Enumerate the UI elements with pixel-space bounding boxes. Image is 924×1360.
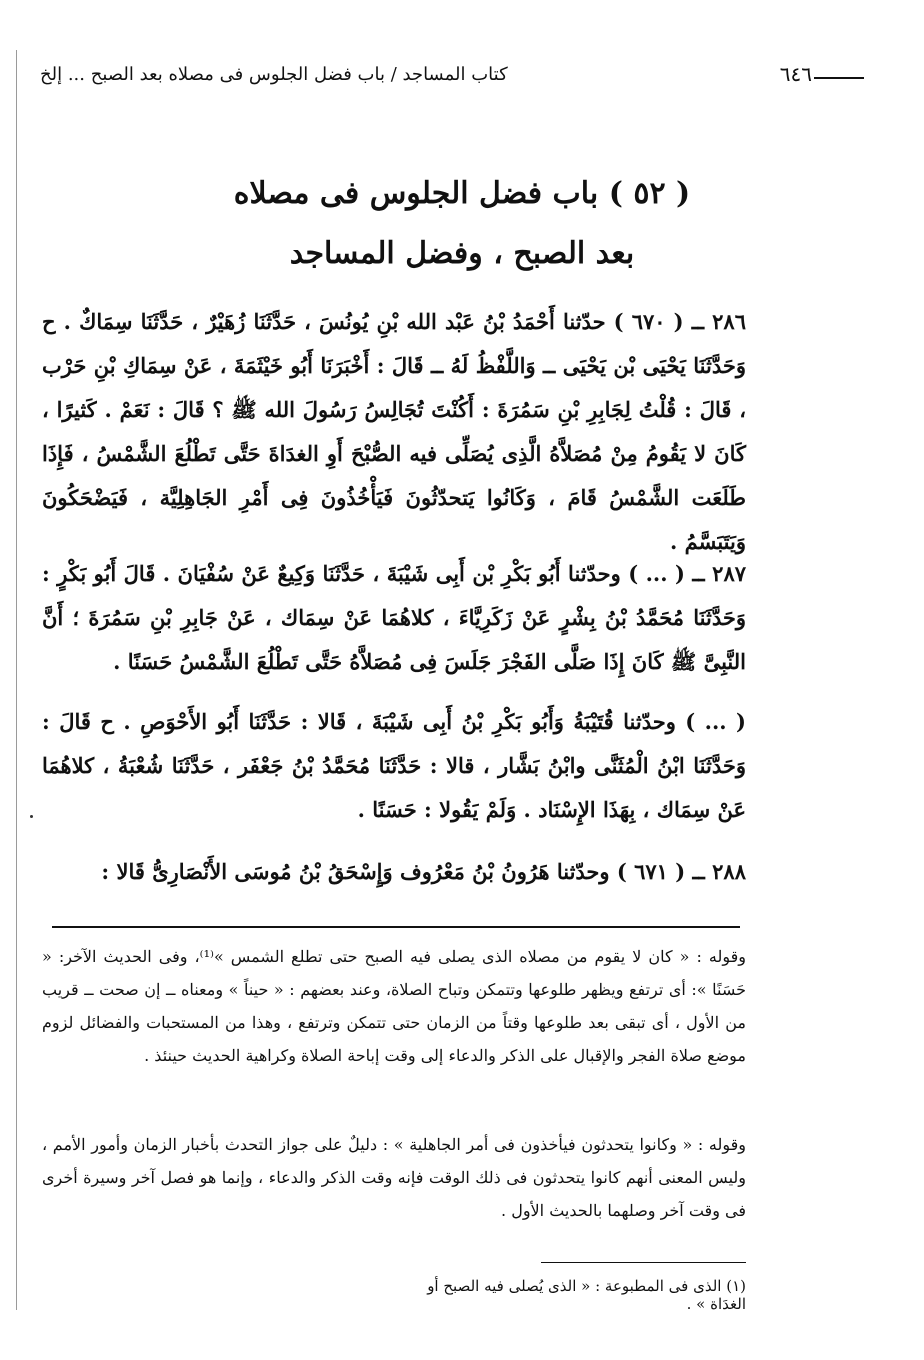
scan-speck xyxy=(30,815,33,818)
chapter-title-line2: بعد الصبح ، وفضل المساجد xyxy=(289,236,635,271)
hadith-paragraph xyxy=(42,850,746,894)
chapter-title-line1: ( ٥٢ ) باب فضل الجلوس فى مصلاه xyxy=(233,176,691,211)
hadith-text: ( ... ) وحدّثنا قُتَيْبَةُ وَأَبُو بَكْرِ بْنُ أَبِى شَيْبَةَ ، قَالا : حَدَّثَنَا أَبُو الأَحْوَصِ . ح قَالَ : وَحَدَّثَنَا ابْنُ الْمُثَنَّى وابْنُ بَشَّار ، قالا : حَدَّثَنَا مُحَمَّدُ بْنُ جَعْفَر ، حَدَّثَنَا شُعْبَةُ ، كلاهُمَا عَنْ سِمَاك ، بِهَذَا الإِسْنَاد . وَلَمْ يَقُولا : حَسَنًا . xyxy=(42,709,746,822)
footnote-separator xyxy=(541,1262,746,1263)
hadith-text: ( ٦٧٠ ) حدّثنا أَحْمَدُ بْنُ عَبْد الله بْنِ يُونُسَ ، حَدَّثَنَا زُهَيْرٌ ، حَدَّثَنَا سِمَاكٌ . ح وَحَدَّثَنَا يَحْيَى بْن يَحْيَى ــ وَاللَّفْظُ لَهُ ــ قَالَ : أَخْبَرَنَا أَبُو خَيْثَمَةَ ، عَنْ سِمَاكِ بْنِ حَرْب ، قَالَ : قُلْتُ لِجَابِرِ بْنِ سَمُرَةَ : أَكُنْتَ تُجَالِسُ رَسُولَ الله ﷺ ؟ قَالَ : نَعَمْ . كَثيرًا ، كَانَ لا يَقُومُ مِنْ مُصَلاَّهُ الَّذِى يُصَلِّى فيه الصُّبْحَ أَوِ الغدَاةَ حَتَّى تَطْلُعَ الشَّمْسُ ، فَإِذَا طَلَعَت الشَّمْسُ قَامَ ، وَكَانُوا يَتحدّثُونَ فَيَأْخُذُونَ فِى أَمْرِ الجَاهِلِيَّة ، فَيَضْحَكُونَ وَيَتَبَسَّمُ . xyxy=(42,309,746,554)
footnote: (١) الذى فى المطبوعة : « الذى يُصلى فيه الصبح أو الغدَاة » . xyxy=(427,1277,746,1313)
hadith-text: ( ... ) وحدّثنا أَبُو بَكْرِ بْن أَبِى شَيْبَةَ ، حَدَّثَنَا وَكِيعٌ عَنْ سُفْيَانَ . قَالَ أَبُو بَكْرٍ : وَحَدَّثَنَا مُحَمَّدُ بْنُ بِشْرٍ عَنْ زَكَرِيَّاءَ ، كلاهُمَا عَنْ سِمَاك ، عَنْ جَابِرِ بْنِ سَمُرَةَ ؛ أَنَّ النَّبِىَّ ﷺ كَانَ إِذَا صَلَّى الفَجْرَ جَلَسَ فِى مُصَلاَّهُ حَتَّى تَطْلُعَ الشَّمْسُ حَسَنًا . xyxy=(42,561,746,674)
hadith-number: ٢٨٦ ــ xyxy=(691,309,746,334)
running-title: كتاب المساجد / باب فضل الجلوس فى مصلاه بعد الصبح ... إلخ xyxy=(40,64,508,85)
page-number: ٦٤٦ xyxy=(779,62,812,86)
hadith-paragraph xyxy=(42,700,746,832)
hadith-text: ( ٦٧١ ) وحدّثنا هَرُونُ بْنُ مَعْرُوف وَإِسْحَقُ بْنُ مُوسَى الأَنْصَارِىُّ قَالا : xyxy=(101,859,686,884)
hadith-number: ٢٨٧ ــ xyxy=(692,561,747,586)
commentary-paragraph: وقوله : « كان لا يقوم من مصلاه الذى يصلى فيه الصبح حتى تطلع الشمس »⁽¹⁾، وفى الحديث الآخر: « حَسَنًا »: أى ترتفع ويظهر طلوعها وتتمكن وتباح الصلاة، وعند بعضهم : « حيناً » ومعناه ــ إن صحت ــ قريب من الأول ، أى تبقى بعد طلوعها وقتاً من الزمان حتى تتمكن وترتفع ، وهذا من المستحبات والفضائل لزوم موضع صلاة الفجر والإقبال على الذكر والدعاء إلى وقت إباحة الصلاة وكراهية الحديث حينئذ . xyxy=(42,947,746,1065)
commentary-paragraph: وقوله : « وكانوا يتحدثون فيأخذون فى أمر الجاهلية » : دليلٌ على جواز التحدث بأخبار الزمان وأمور الأمم ، وليس المعنى أنهم كانوا يتحدثون فى ذلك الوقت فإنه وقت الذكر والدعاء ، وإنما هو فصل آخر وسيرة أخرى فى وقت آخر وصلهما بالحديث الأول . xyxy=(42,1135,746,1220)
header-rule xyxy=(814,77,864,79)
hadith-number: ٢٨٨ ــ xyxy=(692,859,746,884)
hadith-paragraph xyxy=(42,552,746,684)
commentary-separator xyxy=(52,926,740,928)
hadith-paragraph xyxy=(42,300,746,564)
